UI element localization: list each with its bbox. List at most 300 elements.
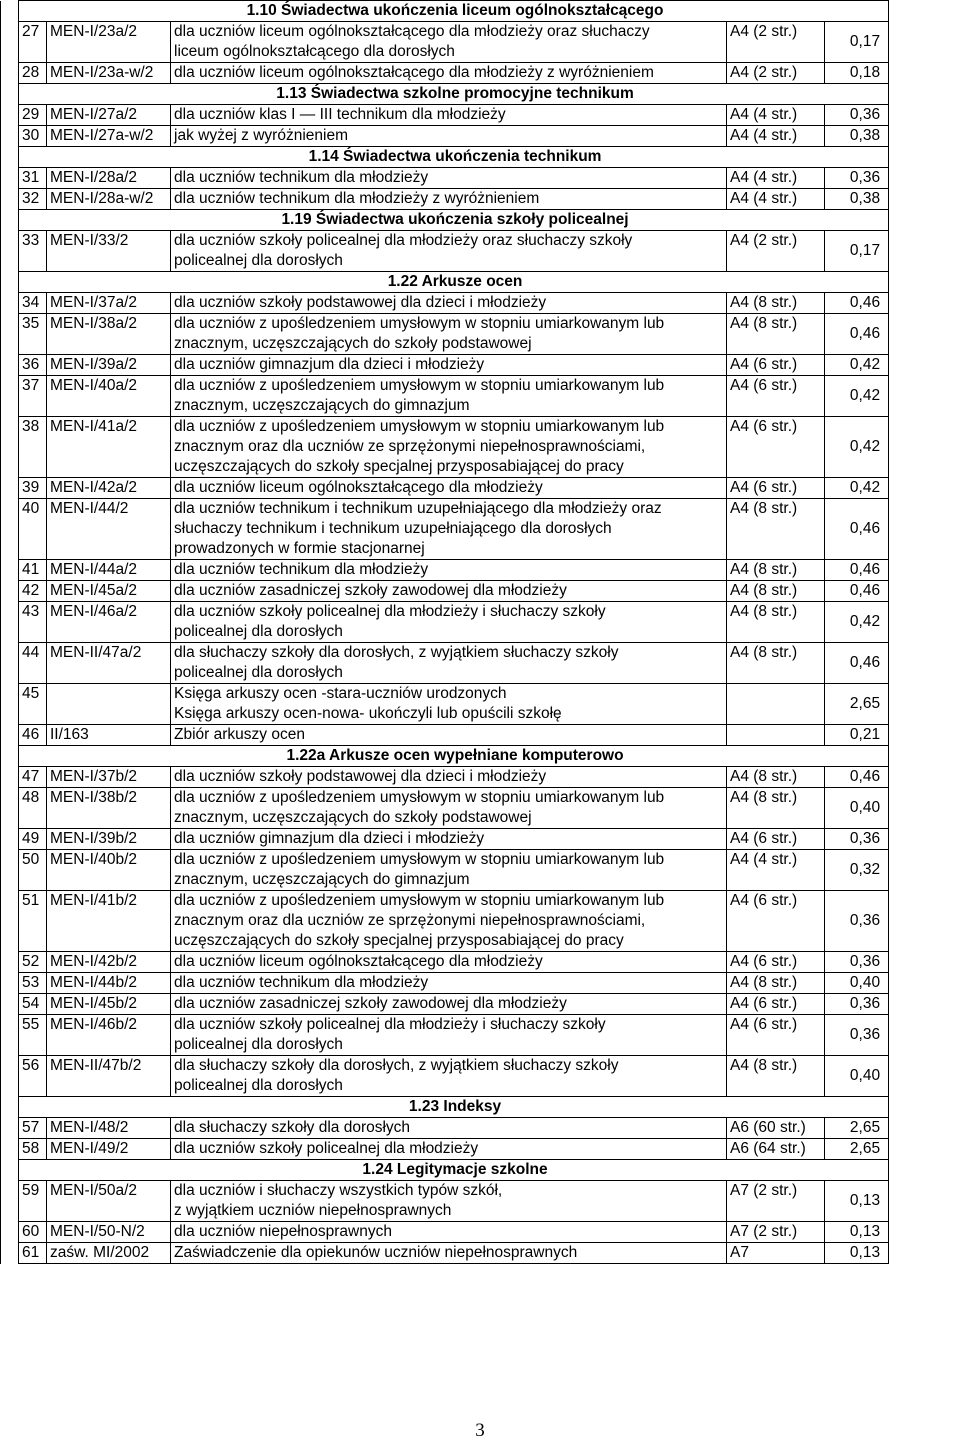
form-format: A4 (8 str.) [727,788,825,829]
left-margin [1,376,19,417]
left-margin [1,22,19,63]
form-price: 0,36 [825,829,889,850]
description-line: dla uczniów technikum dla młodzieży z wyróżnieniem [174,190,540,207]
description-line: dla uczniów gimnazjum dla dzieci i młodzieży [174,830,485,847]
form-format [727,725,825,746]
form-price: 0,38 [825,189,889,210]
form-symbol: MEN-I/40b/2 [47,850,171,891]
form-format: A4 (6 str.) [727,952,825,973]
row-number: 52 [19,952,47,973]
table-row [1,126,960,147]
form-description [171,314,727,355]
table-row [1,850,960,891]
row-number: 42 [19,581,47,602]
right-margin [889,788,960,829]
form-description [171,105,727,126]
form-price: 2,65 [825,1118,889,1139]
right-margin [889,684,960,725]
form-symbol: MEN-I/44a/2 [47,560,171,581]
table-row [1,952,960,973]
right-margin [889,1160,960,1181]
section-title: 1.22a Arkusze ocen wypełniane komputerowo [19,746,889,767]
description-line: jak wyżej z wyróżnieniem [174,127,348,144]
right-margin [889,1181,960,1222]
description-line: dla uczniów z upośledzeniem umysłowym w stopniu umiarkowanym lub [174,315,665,332]
left-margin [1,231,19,272]
right-margin [889,1097,960,1118]
form-symbol: MEN-I/38b/2 [47,788,171,829]
form-symbol: zaśw. MI/2002 [47,1243,171,1264]
form-description [171,478,727,499]
table-row [1,314,960,355]
form-symbol: MEN-I/41a/2 [47,417,171,478]
left-margin [1,1056,19,1097]
form-format: A4 (8 str.) [727,293,825,314]
form-format: A4 (6 str.) [727,994,825,1015]
form-price: 0,40 [825,788,889,829]
form-description [171,126,727,147]
description-line: dla uczniów szkoły policealnej dla młodzieży i słuchaczy szkoły [174,603,606,620]
left-margin [1,952,19,973]
form-symbol: MEN-I/48/2 [47,1118,171,1139]
form-price: 0,46 [825,560,889,581]
section-header-row [1,210,960,231]
left-margin [1,499,19,560]
right-margin [889,725,960,746]
form-format [727,684,825,725]
form-symbol: MEN-I/39a/2 [47,355,171,376]
form-symbol: MEN-I/23a/2 [47,22,171,63]
row-number: 36 [19,355,47,376]
form-symbol: MEN-I/42a/2 [47,478,171,499]
right-margin [889,231,960,272]
form-format: A6 (60 str.) [727,1118,825,1139]
table-row [1,767,960,788]
right-margin [889,126,960,147]
form-format: A4 (6 str.) [727,829,825,850]
description-line: dla uczniów liceum ogólnokształcącego dla młodzieży [174,479,543,496]
section-title: 1.24 Legitymacje szkolne [19,1160,889,1181]
right-margin [889,210,960,231]
table-row [1,189,960,210]
description-line: dla uczniów zasadniczej szkoły zawodowej dla młodzieży [174,582,567,599]
description-line: z wyjątkiem uczniów niepełnosprawnych [174,1202,452,1219]
left-margin [1,1222,19,1243]
description-line: znacznym oraz dla uczniów ze sprzężonymi niepełnosprawnościami, [174,912,646,929]
form-description [171,376,727,417]
form-symbol: MEN-I/28a/2 [47,168,171,189]
form-symbol: MEN-I/33/2 [47,231,171,272]
table-row [1,63,960,84]
form-price: 0,18 [825,63,889,84]
table-row [1,105,960,126]
section-title: 1.19 Świadectwa ukończenia szkoły policealnej [19,210,889,231]
left-margin [1,767,19,788]
section-header-row [1,1097,960,1118]
left-margin [1,314,19,355]
form-description [171,850,727,891]
row-number: 61 [19,1243,47,1264]
form-price: 0,32 [825,850,889,891]
description-line: policealnej dla dorosłych [174,664,343,681]
row-number: 32 [19,189,47,210]
left-margin [1,1118,19,1139]
form-description [171,1222,727,1243]
description-line: dla uczniów gimnazjum dla dzieci i młodzieży [174,356,485,373]
description-line: dla uczniów szkoły policealnej dla młodzieży i słuchaczy szkoły [174,1016,606,1033]
form-format: A7 [727,1243,825,1264]
row-number: 49 [19,829,47,850]
description-line: znacznym, uczęszczających do szkoły podstawowej [174,335,532,352]
table-row [1,973,960,994]
right-margin [889,560,960,581]
description-line: dla uczniów technikum dla młodzieży [174,561,429,578]
left-margin [1,829,19,850]
form-description [171,994,727,1015]
form-symbol: MEN-I/44/2 [47,499,171,560]
table-row [1,1015,960,1056]
right-margin [889,293,960,314]
left-margin [1,602,19,643]
form-format: A4 (6 str.) [727,376,825,417]
form-price: 0,46 [825,499,889,560]
row-number: 57 [19,1118,47,1139]
description-line: policealnej dla dorosłych [174,623,343,640]
form-format: A4 (6 str.) [727,478,825,499]
form-price: 0,36 [825,105,889,126]
description-line: dla słuchaczy szkoły dla dorosłych [174,1119,411,1136]
form-symbol: MEN-I/39b/2 [47,829,171,850]
form-description [171,293,727,314]
section-header-row [1,147,960,168]
form-format: A4 (8 str.) [727,643,825,684]
form-description [171,560,727,581]
right-margin [889,478,960,499]
right-margin [889,84,960,105]
right-margin [889,973,960,994]
right-margin [889,829,960,850]
form-symbol: II/163 [47,725,171,746]
table-row [1,499,960,560]
table-row [1,231,960,272]
form-format: A4 (8 str.) [727,1056,825,1097]
form-symbol: MEN-I/27a/2 [47,105,171,126]
left-margin [1,147,19,168]
left-margin [1,1139,19,1160]
form-symbol: MEN-II/47a/2 [47,643,171,684]
left-margin [1,293,19,314]
row-number: 30 [19,126,47,147]
description-line: dla uczniów z upośledzeniem umysłowym w stopniu umiarkowanym lub [174,789,665,806]
left-margin [1,126,19,147]
table-row [1,1222,960,1243]
row-number: 54 [19,994,47,1015]
right-margin [889,767,960,788]
form-symbol: MEN-I/41b/2 [47,891,171,952]
row-number: 43 [19,602,47,643]
form-format: A4 (4 str.) [727,189,825,210]
left-margin [1,581,19,602]
description-line: dla uczniów liceum ogólnokształcącego dla młodzieży z wyróżnieniem [174,64,654,81]
form-price: 0,13 [825,1181,889,1222]
left-margin [1,891,19,952]
row-number: 44 [19,643,47,684]
right-margin [889,1222,960,1243]
form-symbol: MEN-I/50-N/2 [47,1222,171,1243]
row-number: 34 [19,293,47,314]
section-header-row [1,272,960,293]
right-margin [889,1118,960,1139]
form-description [171,1181,727,1222]
form-price: 0,36 [825,952,889,973]
left-margin [1,210,19,231]
table-row [1,1243,960,1264]
table-row [1,1139,960,1160]
right-margin [889,994,960,1015]
form-format: A6 (64 str.) [727,1139,825,1160]
form-price: 0,21 [825,725,889,746]
section-header-row [1,84,960,105]
section-header-row [1,1,960,22]
form-description [171,1139,727,1160]
table-row [1,994,960,1015]
form-description [171,684,727,725]
form-description [171,1243,727,1264]
table-row [1,725,960,746]
table-row [1,168,960,189]
right-margin [889,189,960,210]
left-margin [1,84,19,105]
table-row [1,581,960,602]
form-symbol [47,684,171,725]
right-margin [889,314,960,355]
row-number: 45 [19,684,47,725]
row-number: 50 [19,850,47,891]
form-description [171,581,727,602]
description-line: dla uczniów liceum ogólnokształcącego dla młodzieży [174,953,543,970]
form-format: A4 (4 str.) [727,126,825,147]
form-symbol: MEN-I/45b/2 [47,994,171,1015]
row-number: 55 [19,1015,47,1056]
row-number: 41 [19,560,47,581]
right-margin [889,105,960,126]
form-symbol: MEN-I/23a-w/2 [47,63,171,84]
left-margin [1,643,19,684]
left-margin [1,725,19,746]
form-description [171,767,727,788]
left-margin [1,1243,19,1264]
right-margin [889,147,960,168]
description-line: Zbiór arkuszy ocen [174,726,305,743]
form-symbol: MEN-I/49/2 [47,1139,171,1160]
row-number: 48 [19,788,47,829]
form-format: A7 (2 str.) [727,1181,825,1222]
description-line: dla uczniów i słuchaczy wszystkich typów szkół, [174,1182,503,1199]
form-description [171,973,727,994]
form-price: 0,13 [825,1222,889,1243]
section-header-row [1,1160,960,1181]
description-line: policealnej dla dorosłych [174,1077,343,1094]
right-margin [889,1056,960,1097]
row-number: 60 [19,1222,47,1243]
left-margin [1,788,19,829]
section-title: 1.14 Świadectwa ukończenia technikum [19,147,889,168]
description-line: liceum ogólnokształcącego dla dorosłych [174,43,455,60]
description-line: dla uczniów niepełnosprawnych [174,1223,392,1240]
table-row [1,293,960,314]
description-line: dla uczniów z upośledzeniem umysłowym w stopniu umiarkowanym lub [174,418,665,435]
form-description [171,891,727,952]
left-margin [1,168,19,189]
form-price: 0,36 [825,168,889,189]
table-row [1,602,960,643]
description-line: znacznym, uczęszczających do szkoły podstawowej [174,809,532,826]
description-line: dla uczniów z upośledzeniem umysłowym w stopniu umiarkowanym lub [174,377,665,394]
description-line: dla uczniów liceum ogólnokształcącego dla młodzieży oraz słuchaczy [174,23,650,40]
description-line: dla uczniów zasadniczej szkoły zawodowej dla młodzieży [174,995,567,1012]
left-margin [1,105,19,126]
table-row [1,643,960,684]
form-format: A4 (8 str.) [727,973,825,994]
form-description [171,1056,727,1097]
form-format: A7 (2 str.) [727,1222,825,1243]
description-line: dla uczniów technikum i technikum uzupełniającego dla młodzieży oraz [174,500,662,517]
form-format: A4 (6 str.) [727,417,825,478]
form-price: 2,65 [825,684,889,725]
form-format: A4 (8 str.) [727,314,825,355]
row-number: 51 [19,891,47,952]
form-price: 2,65 [825,1139,889,1160]
form-format: A4 (4 str.) [727,168,825,189]
left-margin [1,1,19,22]
description-line: Księga arkuszy ocen-nowa- ukończyli lub opuścili szkołę [174,705,562,722]
form-description [171,602,727,643]
form-symbol: MEN-I/40a/2 [47,376,171,417]
form-format: A4 (2 str.) [727,63,825,84]
right-margin [889,1,960,22]
left-margin [1,850,19,891]
row-number: 37 [19,376,47,417]
row-number: 40 [19,499,47,560]
form-price: 0,46 [825,581,889,602]
row-number: 33 [19,231,47,272]
row-number: 29 [19,105,47,126]
table-row [1,560,960,581]
section-title: 1.10 Świadectwa ukończenia liceum ogólnokształcącego [19,1,889,22]
right-margin [889,850,960,891]
form-price: 0,36 [825,891,889,952]
form-price: 0,42 [825,602,889,643]
left-margin [1,272,19,293]
form-symbol: MEN-I/42b/2 [47,952,171,973]
right-margin [889,891,960,952]
form-price: 0,36 [825,1015,889,1056]
form-description [171,725,727,746]
form-description [171,643,727,684]
form-price: 0,46 [825,767,889,788]
form-format: A4 (2 str.) [727,231,825,272]
form-description [171,417,727,478]
description-line: policealnej dla dorosłych [174,252,343,269]
description-line: dla uczniów szkoły podstawowej dla dzieci i młodzieży [174,768,547,785]
form-symbol: MEN-I/46a/2 [47,602,171,643]
table-row [1,829,960,850]
table-row [1,355,960,376]
row-number: 56 [19,1056,47,1097]
description-line: słuchaczy technikum i technikum uzupełniającego dla dorosłych [174,520,612,537]
form-price: 0,36 [825,994,889,1015]
description-line: dla słuchaczy szkoły dla dorosłych, z wyjątkiem słuchaczy szkoły [174,1057,619,1074]
form-description [171,952,727,973]
description-line: dla uczniów technikum dla młodzieży [174,169,429,186]
row-number: 58 [19,1139,47,1160]
form-description [171,1015,727,1056]
description-line: znacznym, uczęszczających do gimnazjum [174,397,470,414]
row-number: 38 [19,417,47,478]
form-symbol: MEN-I/44b/2 [47,973,171,994]
right-margin [889,643,960,684]
form-price: 0,17 [825,22,889,63]
row-number: 53 [19,973,47,994]
right-margin [889,952,960,973]
left-margin [1,1160,19,1181]
table-row [1,684,960,725]
row-number: 35 [19,314,47,355]
right-margin [889,376,960,417]
form-symbol: MEN-I/37a/2 [47,293,171,314]
form-format: A4 (8 str.) [727,560,825,581]
description-line: dla uczniów z upośledzeniem umysłowym w stopniu umiarkowanym lub [174,851,665,868]
left-margin [1,1097,19,1118]
form-format: A4 (8 str.) [727,767,825,788]
right-margin [889,1015,960,1056]
right-margin [889,22,960,63]
left-margin [1,560,19,581]
table-row [1,1056,960,1097]
form-price: 0,46 [825,643,889,684]
left-margin [1,994,19,1015]
section-title: 1.13 Świadectwa szkolne promocyjne technikum [19,84,889,105]
right-margin [889,746,960,767]
form-price: 0,42 [825,478,889,499]
form-symbol: MEN-I/28a-w/2 [47,189,171,210]
form-description [171,499,727,560]
right-margin [889,168,960,189]
description-line: dla słuchaczy szkoły dla dorosłych, z wyjątkiem słuchaczy szkoły [174,644,619,661]
form-format: A4 (4 str.) [727,850,825,891]
description-line: dla uczniów klas I — III technikum dla młodzieży [174,106,506,123]
form-price: 0,38 [825,126,889,147]
left-margin [1,355,19,376]
right-margin [889,355,960,376]
page-number: 3 [475,1420,485,1441]
form-symbol: MEN-I/45a/2 [47,581,171,602]
form-description [171,1118,727,1139]
right-margin [889,581,960,602]
form-price: 0,42 [825,376,889,417]
form-symbol: MEN-II/47b/2 [47,1056,171,1097]
description-line: prowadzonych w formie stacjonarnej [174,540,425,557]
form-symbol: MEN-I/37b/2 [47,767,171,788]
description-line: znacznym, uczęszczających do gimnazjum [174,871,470,888]
form-description [171,168,727,189]
right-margin [889,499,960,560]
left-margin [1,63,19,84]
row-number: 31 [19,168,47,189]
description-line: uczęszczających do szkoły specjalnej przysposabiającej do pracy [174,932,624,949]
form-format: A4 (6 str.) [727,891,825,952]
row-number: 47 [19,767,47,788]
